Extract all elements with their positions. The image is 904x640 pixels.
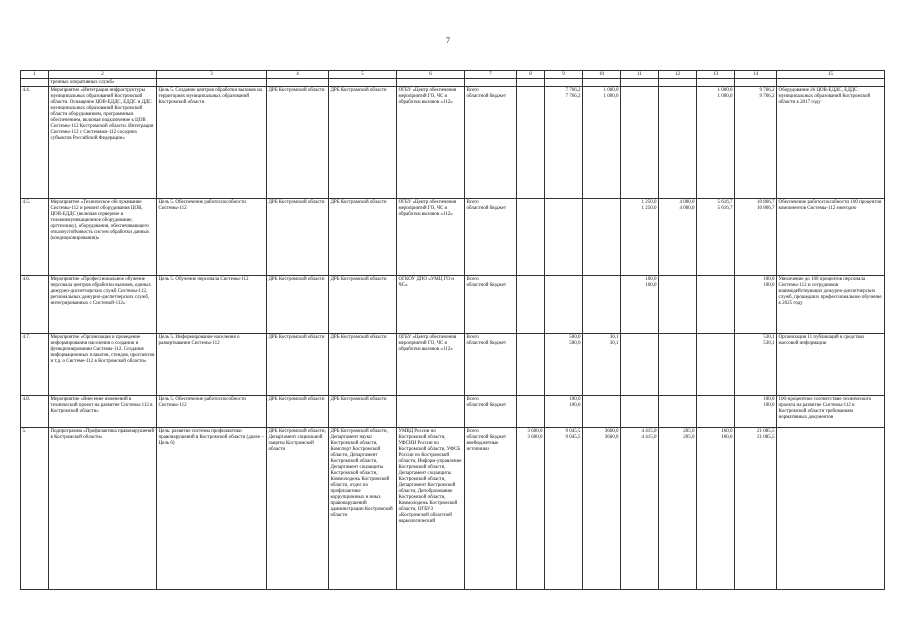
cell-line: 4 415,0 bbox=[641, 434, 657, 440]
funding-amount bbox=[517, 428, 545, 590]
funding-amount bbox=[517, 334, 545, 396]
cell-line: 21 085,5 bbox=[757, 428, 775, 434]
funding-amount bbox=[659, 199, 697, 276]
row-number: 4.6. bbox=[21, 276, 49, 334]
header-cell: 2 bbox=[49, 71, 157, 79]
cell-line: 1 250,0 bbox=[641, 199, 657, 205]
funding-amount bbox=[545, 334, 583, 396]
coordinator: ДРБ Костромской области bbox=[267, 199, 329, 276]
cell-line: Всего bbox=[466, 428, 479, 434]
cell-line: областной бюджет bbox=[466, 434, 507, 440]
cell-line: 7 766,2 bbox=[565, 87, 581, 93]
funding-amount bbox=[735, 87, 777, 199]
goal-text: Цель 5. Информирование населения о развертывании Системы-112 bbox=[157, 334, 267, 396]
cell-line: 1 000,0 bbox=[603, 87, 619, 93]
header-cell: 6 bbox=[397, 71, 465, 79]
funding-amount bbox=[517, 87, 545, 199]
participant: ОГБУ «Центр обеспечения мероприятий ГО, ЧС и обработки вызовов «112» bbox=[397, 87, 465, 199]
cell-line: 7 766,2 bbox=[565, 93, 581, 99]
cell-line: 100,0 bbox=[763, 276, 775, 282]
program-table bbox=[20, 70, 885, 590]
page-number: 7 bbox=[446, 36, 450, 45]
table-cell bbox=[329, 79, 397, 87]
header-cell: 14 bbox=[735, 71, 777, 79]
cell-line: Всего bbox=[466, 396, 479, 402]
funding-amount bbox=[659, 428, 697, 590]
participant: ОГКОУ ДПО «УМЦ ГО и ЧС» bbox=[397, 276, 465, 334]
cell-line: 100,0 bbox=[569, 396, 581, 402]
carry-over-row bbox=[21, 79, 885, 87]
funding-amount bbox=[517, 396, 545, 428]
cell-line: 100,0 bbox=[763, 402, 775, 408]
cell-line: 21 085,5 bbox=[757, 434, 775, 440]
table-cell bbox=[697, 79, 735, 87]
funding-amount bbox=[659, 334, 697, 396]
cell-line: областной бюджет bbox=[466, 402, 507, 408]
row-number: 4.4. bbox=[21, 87, 49, 199]
cell-line: внебюджетные источники bbox=[466, 440, 499, 452]
funding-amount bbox=[735, 276, 777, 334]
funding-source bbox=[465, 276, 517, 334]
expected-result: Организация 11 публикаций в средствах массовой информации bbox=[777, 334, 885, 396]
table-cell bbox=[621, 79, 659, 87]
header-cell: 9 bbox=[545, 71, 583, 79]
table-row bbox=[21, 428, 885, 590]
coordinator: ДРБ Костромской области bbox=[267, 396, 329, 428]
coordinator: ДРБ Костромской области, Департамент социальной защиты Костромской области bbox=[267, 428, 329, 590]
header-cell: 15 bbox=[777, 71, 885, 79]
cell-line: 160,0 bbox=[721, 428, 733, 434]
table-cell bbox=[21, 79, 49, 87]
funding-amount bbox=[735, 396, 777, 428]
table-row bbox=[21, 199, 885, 276]
header-cell: 13 bbox=[697, 71, 735, 79]
expected-result: Увеличение до 100 процентов персонала Системы-112 и сотрудников взаимодействующих дежурно-диспетчерских служб, прошедших профессиональное обучение к 2025 году bbox=[777, 276, 885, 334]
carry-over-text: тренных оперативных служб» bbox=[49, 79, 157, 87]
funding-amount bbox=[621, 199, 659, 276]
row-number: 4.5. bbox=[21, 199, 49, 276]
funding-amount bbox=[735, 334, 777, 396]
funding-source bbox=[465, 428, 517, 590]
funding-amount bbox=[517, 276, 545, 334]
table-row bbox=[21, 396, 885, 428]
funding-amount bbox=[621, 428, 659, 590]
coordinator: ДРБ Костромской области bbox=[267, 334, 329, 396]
expected-result: 100-процентное соответствие технического проекта на развитие Системы-112 в Костромской области требованиям нормативных документов bbox=[777, 396, 885, 428]
funding-amount bbox=[583, 276, 621, 334]
coordinator: ДРБ Костромской области bbox=[267, 87, 329, 199]
participant: ОГБУ «Центр обеспечения мероприятий ГО, ЧС и обработки вызовов «112» bbox=[397, 334, 465, 396]
cell-line: Всего bbox=[466, 334, 479, 340]
funding-amount bbox=[583, 334, 621, 396]
cell-line: 530,1 bbox=[763, 340, 775, 346]
cell-line: 500,0 bbox=[569, 334, 581, 340]
funding-amount bbox=[697, 199, 735, 276]
funding-amount bbox=[697, 428, 735, 590]
row-number: 4.7. bbox=[21, 334, 49, 396]
cell-line: 9 045,5 bbox=[565, 434, 581, 440]
cell-line: 500,0 bbox=[569, 340, 581, 346]
activity-name: Мероприятие «Профессиональное обучение персонала центров обработки вызовов, единых дежурно-диспетчерских служб Системы-112, региональных дежурно-диспетчерских служб, интегрированных с Системой-112» bbox=[49, 276, 157, 334]
funding-amount bbox=[545, 396, 583, 428]
cell-line: 100,0 bbox=[763, 282, 775, 288]
funding-amount bbox=[545, 276, 583, 334]
expected-result: Обеспечение работоспособности 100 процентов компонентов Системы-112 ежегодно bbox=[777, 199, 885, 276]
funding-source bbox=[465, 396, 517, 428]
activity-name: Мероприятие «Внесение изменений в технический проект на развитие Системы-112 в Костромской области» bbox=[49, 396, 157, 428]
cell-line: 205,0 bbox=[683, 428, 695, 434]
responsible-executor: ДРБ Костромской области, Департамент науки Костромской области, Комспорт Костромской области, Департамент Костромской области, Департамент соцзащиты Костромской области, Коммолодежь Костромской области, отдел по профилактике коррупционных и иных правонарушений администрации Костромской области bbox=[329, 428, 397, 590]
cell-line: 9 766,2 bbox=[759, 93, 775, 99]
funding-amount bbox=[735, 199, 777, 276]
header-cell: 5 bbox=[329, 71, 397, 79]
goal-text: Цель 5. Обеспечение работоспособности Системы-112 bbox=[157, 199, 267, 276]
funding-amount bbox=[697, 396, 735, 428]
funding-amount bbox=[735, 428, 777, 590]
table-row bbox=[21, 334, 885, 396]
responsible-executor: ДРБ Костромской области bbox=[329, 396, 397, 428]
table-cell bbox=[659, 79, 697, 87]
header-cell: 7 bbox=[465, 71, 517, 79]
table-row bbox=[21, 276, 885, 334]
cell-line: 30,1 bbox=[609, 340, 619, 346]
cell-line: 5 616,7 bbox=[717, 205, 733, 211]
participant bbox=[397, 396, 465, 428]
cell-line: 205,0 bbox=[683, 434, 695, 440]
cell-line: 100,0 bbox=[645, 276, 657, 282]
responsible-executor: ДРБ Костромской области bbox=[329, 199, 397, 276]
cell-line: областной бюджет bbox=[466, 93, 507, 99]
activity-name: Мероприятие «Организация и проведение информирования населения о создании и функционировании Системы-112. Создание информационных плакатов, стендов, проспектов и т.д. о Системе-112 в Костромской области» bbox=[49, 334, 157, 396]
header-cell: 12 bbox=[659, 71, 697, 79]
table-cell bbox=[777, 79, 885, 87]
funding-amount bbox=[697, 334, 735, 396]
cell-line: 1 000,0 bbox=[717, 87, 733, 93]
table-cell bbox=[267, 79, 329, 87]
funding-amount bbox=[583, 396, 621, 428]
goal-text: Цель 5. Обучение персонала Системы-112 bbox=[157, 276, 267, 334]
table-row bbox=[21, 87, 885, 199]
funding-amount bbox=[621, 276, 659, 334]
cell-line: 1 000,0 bbox=[603, 93, 619, 99]
funding-amount bbox=[621, 87, 659, 199]
header-cell: 10 bbox=[583, 71, 621, 79]
funding-amount bbox=[659, 396, 697, 428]
header-row bbox=[21, 71, 885, 79]
table-cell bbox=[735, 79, 777, 87]
participant: УМВД России по Костромской области, УФСИН России по Костромской области, УФСБ России по Костромской области, Информ-управление Костромской области, Департамент соцзащиты Костромской области, Департамент Костромской области, Депобразование Костромской области, Коммолодежь Костромской области, ОГБУЗ «Костромской областной наркологический bbox=[397, 428, 465, 590]
funding-amount bbox=[517, 199, 545, 276]
cell-line: Всего bbox=[466, 87, 479, 93]
expected-result bbox=[777, 428, 885, 590]
funding-amount bbox=[659, 276, 697, 334]
table-cell bbox=[517, 79, 545, 87]
header-cell: 3 bbox=[157, 71, 267, 79]
header-cell: 11 bbox=[621, 71, 659, 79]
cell-line: 160,0 bbox=[721, 434, 733, 440]
funding-source bbox=[465, 334, 517, 396]
activity-name: Подпрограмма «Профилактика правонарушений в Костромской области» bbox=[49, 428, 157, 590]
cell-line: 10 866,7 bbox=[757, 199, 775, 205]
cell-line: 3660,0 bbox=[604, 434, 619, 440]
cell-line: 4 000,0 bbox=[679, 199, 695, 205]
cell-line: 100,0 bbox=[763, 396, 775, 402]
participant: ОГБУ «Центр обеспечения мероприятий ГО, ЧС и обработки вызовов «112» bbox=[397, 199, 465, 276]
table-cell bbox=[465, 79, 517, 87]
funding-amount bbox=[697, 87, 735, 199]
header-cell: 4 bbox=[267, 71, 329, 79]
cell-line: областной бюджет bbox=[466, 282, 507, 288]
cell-line: 1 250,0 bbox=[641, 205, 657, 211]
cell-line: Всего bbox=[466, 276, 479, 282]
cell-line: 100,0 bbox=[645, 282, 657, 288]
cell-line: 30,1 bbox=[609, 334, 619, 340]
table-cell bbox=[583, 79, 621, 87]
cell-line: 10 866,7 bbox=[757, 205, 775, 211]
funding-source bbox=[465, 199, 517, 276]
cell-line: 4 415,0 bbox=[641, 428, 657, 434]
responsible-executor: ДРБ Костромской области bbox=[329, 334, 397, 396]
cell-line: 9 045,5 bbox=[565, 428, 581, 434]
header-cell: 1 bbox=[21, 71, 49, 79]
funding-source bbox=[465, 87, 517, 199]
goal-text: Цель: развитие системы профилактики правонарушений в Костромской области (далее – Цель 6) bbox=[157, 428, 267, 590]
goal-text: Цель 5. Создание центров обработки вызовов на территориях муниципальных образований Костромской области bbox=[157, 87, 267, 199]
cell-line: Всего bbox=[466, 199, 479, 205]
row-number: 4.8. bbox=[21, 396, 49, 428]
funding-amount bbox=[545, 199, 583, 276]
cell-line: областной бюджет bbox=[466, 340, 507, 346]
funding-amount bbox=[545, 87, 583, 199]
funding-amount bbox=[621, 396, 659, 428]
activity-name: Мероприятие «Техническое обслуживание Системы-112 и ремонт оборудования ЦОВ, ЦОВ-ЕДДС (включая серверное и телекоммуникационное оборудование, оргтехнику), оборудования, обеспечивающего отказоустойчивость систем обработки данных (кондиционирования)» bbox=[49, 199, 157, 276]
cell-line: 1 000,0 bbox=[717, 93, 733, 99]
funding-amount bbox=[583, 87, 621, 199]
activity-name: Мероприятие «Интеграция инфраструктуры муниципальных образований Костромской области. Оснащение ЦОВ-ЕДДС, ЕДДС и ДДС муниципальных образований Костромской области оборудованием, программным обеспечением, включая подключение к ЦОВ Системы-112 Костромской области. Интеграция Системы-112 с Системами-112 соседних субъектов Российской Федерации» bbox=[49, 87, 157, 199]
cell-line: 3 600,0 bbox=[527, 428, 543, 434]
row-number: 5. bbox=[21, 428, 49, 590]
responsible-executor: ДРБ Костромской области bbox=[329, 276, 397, 334]
cell-line: 3 600,0 bbox=[527, 434, 543, 440]
cell-line: 5 616,7 bbox=[717, 199, 733, 205]
table-cell bbox=[545, 79, 583, 87]
funding-amount bbox=[621, 334, 659, 396]
header-cell: 8 bbox=[517, 71, 545, 79]
funding-amount bbox=[583, 199, 621, 276]
funding-amount bbox=[659, 87, 697, 199]
coordinator: ДРБ Костромской области bbox=[267, 276, 329, 334]
funding-amount bbox=[545, 428, 583, 590]
goal-text: Цель 5. Обеспечение работоспособности Системы-112 bbox=[157, 396, 267, 428]
responsible-executor: ДРБ Костромской области bbox=[329, 87, 397, 199]
expected-result: Оборудование 26 ЦОВ-ЕДДС, ЕДДС муниципальных образований Костромской области к 2017 году bbox=[777, 87, 885, 199]
funding-amount bbox=[583, 428, 621, 590]
funding-amount bbox=[697, 276, 735, 334]
cell-line: 3660,0 bbox=[604, 428, 619, 434]
table-cell bbox=[397, 79, 465, 87]
cell-line: областной бюджет bbox=[466, 205, 507, 211]
cell-line: 530,1 bbox=[763, 334, 775, 340]
cell-line: 4 000,0 bbox=[679, 205, 695, 211]
cell-line: 9 766,2 bbox=[759, 87, 775, 93]
table-cell bbox=[157, 79, 267, 87]
cell-line: 100,0 bbox=[569, 402, 581, 408]
